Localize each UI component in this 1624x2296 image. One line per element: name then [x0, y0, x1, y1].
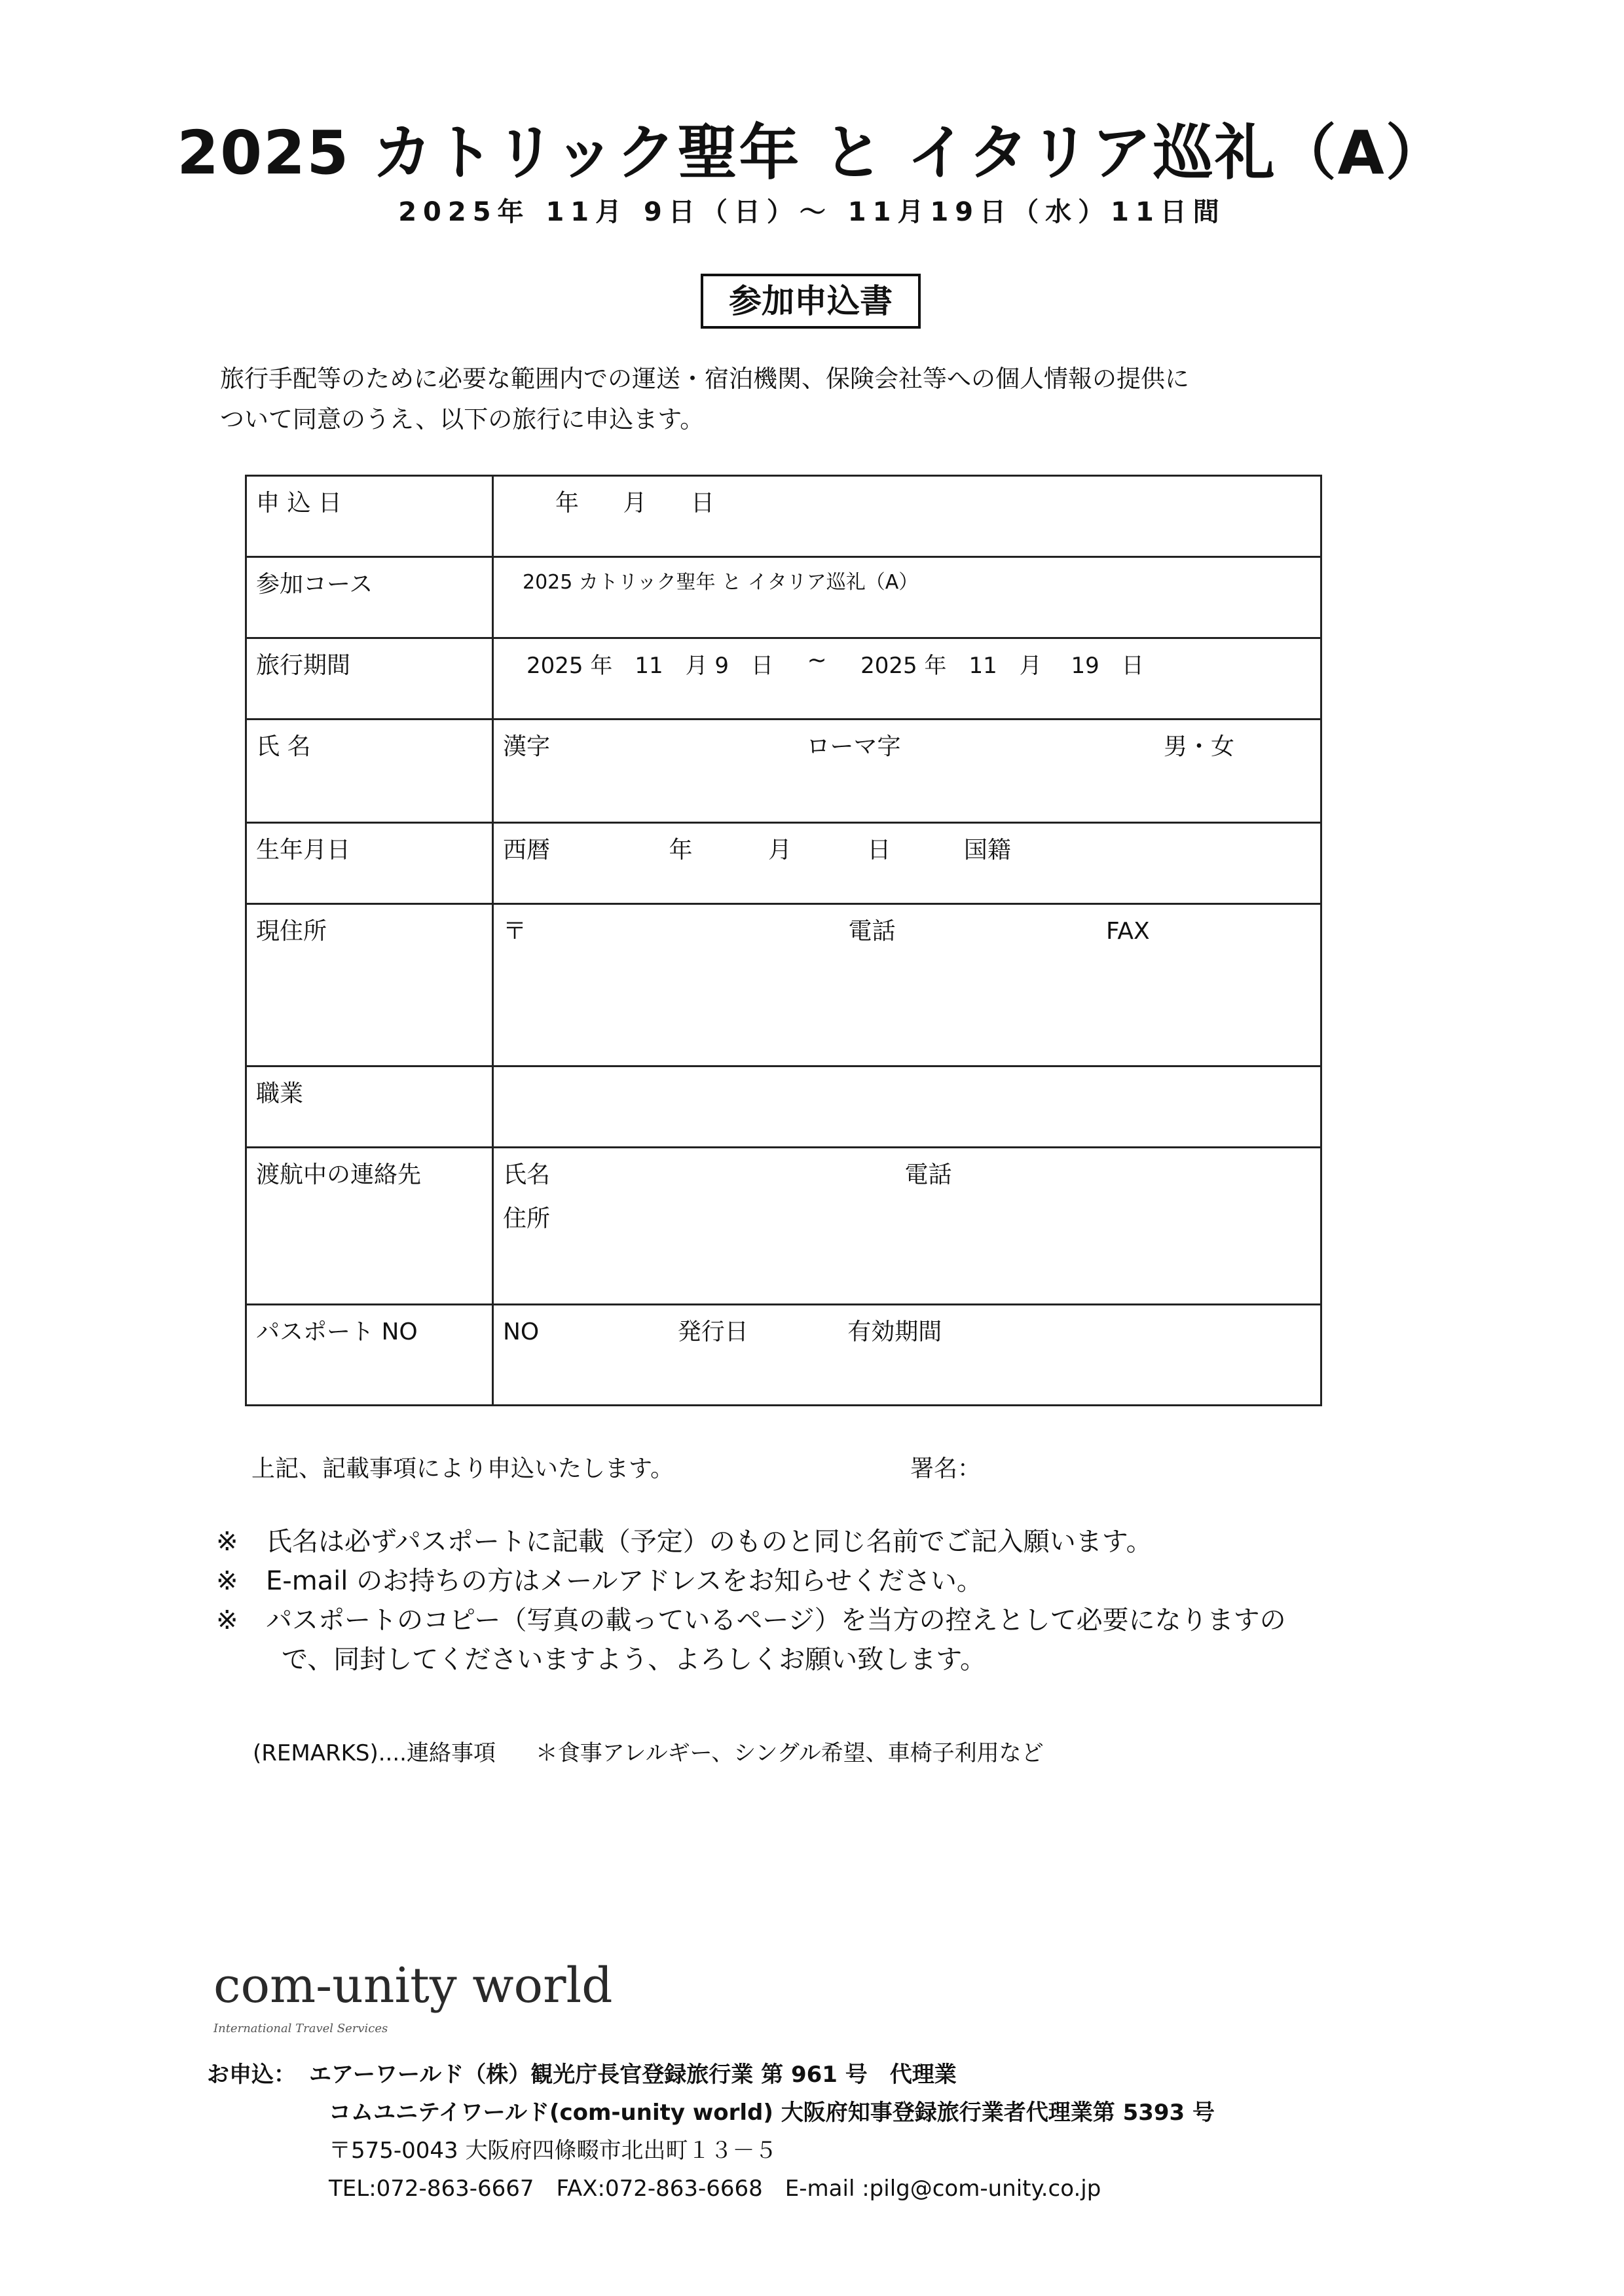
note-text-passport-copy: パスポートのコピー（写真の載っているページ）を当方の控えとして必要になりますの [266, 1605, 1286, 1635]
passport-field[interactable] [493, 1305, 1321, 1406]
contact-name-label: 氏名 [503, 1161, 551, 1188]
row-occupation [246, 1066, 1321, 1148]
agency-info [207, 2056, 1215, 2208]
row-passport [246, 1305, 1321, 1406]
row-travel-period [246, 638, 1321, 720]
remarks-text: ＊食事アレルギー、シングル希望、車椅子利用など [535, 1740, 1044, 1766]
course-label: 参加コース [246, 557, 493, 638]
birthdate-field[interactable] [493, 823, 1321, 904]
emergency-contact-label: 渡航中の連絡先 [246, 1148, 493, 1305]
address-phone-label: 電話 [848, 918, 896, 945]
name-label: 氏 名 [246, 720, 493, 823]
name-field[interactable] [493, 720, 1321, 823]
passport-no-label: NO [503, 1319, 540, 1345]
occupation-label: 職業 [246, 1066, 493, 1148]
row-emergency-contact [246, 1148, 1321, 1305]
row-application-date [246, 476, 1321, 557]
note-text-passport-name: 氏名は必ずパスポートに記載（予定）のものと同じ名前でご記入願います。 [266, 1527, 1153, 1557]
birth-month-unit: 月 [767, 837, 792, 864]
declaration-text: 上記、記載事項により申込いたします。 [251, 1455, 674, 1482]
note-text-email: E-mail のお持ちの方はメールアドレスをお知らせください。 [266, 1566, 983, 1596]
remarks-row [253, 1735, 1044, 1767]
note-item [216, 1561, 1286, 1601]
contact-phone-label: 電話 [904, 1161, 952, 1188]
agency-line-1: エアーワールド（株）観光庁長官登録旅行業 第 961 号 代理業 [309, 2062, 957, 2088]
notes-list [216, 1522, 1286, 1679]
period-tilde: ~ [807, 647, 827, 674]
row-address [246, 904, 1321, 1066]
consent-line-1: 旅行手配等のために必要な範囲内での運送・宿泊機関、保険会社等への個人情報の提供に [220, 365, 1189, 393]
remarks-label: (REMARKS)....連絡事項 [253, 1740, 496, 1766]
issue-date-label: 発行日 [677, 1319, 748, 1345]
row-course [246, 557, 1321, 638]
agency-line-2: コムユニテイワールド(com-unity world) 大阪府知事登録旅行業者代理業第 5393 号 [329, 2100, 1215, 2126]
note-mark: ※ [216, 1605, 238, 1635]
tour-dates: 2025年 11月 9日（日）～ 11月19日（水）11日間 [398, 197, 1226, 227]
apply-label: お申込： [207, 2062, 296, 2088]
gender-select[interactable]: 男・女 [1163, 733, 1234, 760]
company-logo-tagline: International Travel Services [213, 2022, 388, 2035]
day-unit: 日 [690, 490, 714, 517]
romaji-label: ローマ字 [806, 733, 901, 760]
occupation-field[interactable] [493, 1066, 1321, 1148]
era-label: 西暦 [503, 837, 551, 864]
signature-field[interactable]: 署名： [910, 1455, 982, 1482]
postal-mark: 〒 [503, 918, 527, 945]
travel-period-field[interactable] [493, 638, 1321, 720]
period-end: 2025 年 11 月 19 日 [860, 653, 1144, 679]
note-continuation: で、同封してくださいますよう、よろしくお願い致します。 [282, 1645, 986, 1675]
course-value: 2025 カトリック聖年 と イタリア巡礼（A） [523, 571, 919, 594]
consent-line-2: ついて同意のうえ、以下の旅行に申込ます。 [220, 405, 705, 433]
contact-address-label: 住所 [503, 1205, 551, 1232]
travel-period-label: 旅行期間 [246, 638, 493, 720]
address-fax-label: FAX [1105, 918, 1150, 945]
passport-label: パスポート NO [246, 1305, 493, 1406]
kanji-label: 漢字 [503, 733, 551, 760]
agency-contact: TEL:072-863-6667 FAX:072-863-6668 E-mail :pilg@com-unity.co.jp [329, 2176, 1101, 2202]
row-name [246, 720, 1321, 823]
validity-label: 有効期間 [847, 1319, 942, 1345]
month-unit: 月 [623, 490, 647, 517]
birth-day-unit: 日 [867, 837, 891, 864]
nationality-label: 国籍 [963, 837, 1011, 864]
year-unit: 年 [555, 490, 580, 517]
privacy-consent-text [220, 359, 1189, 440]
application-date-field[interactable] [493, 476, 1321, 557]
row-birthdate [246, 823, 1321, 904]
note-item [216, 1601, 1286, 1640]
note-mark: ※ [216, 1566, 238, 1596]
address-field[interactable] [493, 904, 1321, 1066]
document-title: 2025 カトリック聖年 と イタリア巡礼（A） [177, 118, 1447, 188]
emergency-contact-field[interactable] [493, 1148, 1321, 1305]
application-form-table [245, 475, 1322, 1406]
company-logo: com-unity world [213, 1958, 613, 2014]
note-mark: ※ [216, 1527, 238, 1557]
agency-address: 〒575-0043 大阪府四條畷市北出町１３－５ [329, 2138, 777, 2164]
period-start: 2025 年 11 月 9 日 [526, 653, 774, 679]
note-item [216, 1522, 1286, 1561]
address-label: 現住所 [246, 904, 493, 1066]
birth-year-unit: 年 [669, 837, 693, 864]
birthdate-label: 生年月日 [246, 823, 493, 904]
course-field[interactable] [493, 557, 1321, 638]
application-date-label: 申 込 日 [246, 476, 493, 557]
form-title: 参加申込書 [701, 274, 921, 329]
